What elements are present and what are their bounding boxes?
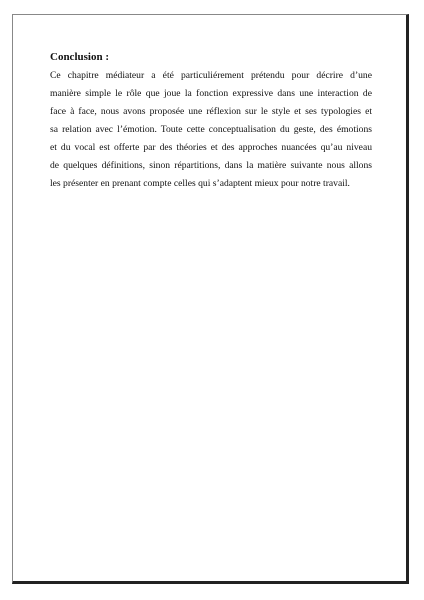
conclusion-paragraph bbox=[50, 67, 372, 193]
paragraph-line: les présenter en prenant compte celles qui s’adaptent mieux pour notre travail. bbox=[50, 178, 350, 189]
paragraph-line: sa relation avec l’émotion. Toute cette conceptualisation du geste, des émotions bbox=[50, 124, 372, 135]
document-body bbox=[50, 51, 372, 193]
paragraph-line: et du vocal est offerte par des théories et des approches nuancées qu’au niveau bbox=[50, 142, 372, 153]
paragraph-line: manière simple le rôle que joue la fonction expressive dans une interaction de bbox=[50, 88, 372, 99]
paragraph-line: face à face, nous avons proposée une réflexion sur le style et ses typologies et bbox=[50, 106, 372, 117]
conclusion-heading: Conclusion : bbox=[50, 51, 109, 63]
paragraph-line: de quelques définitions, sinon répartitions, dans la matière suivante nous allons bbox=[50, 160, 372, 171]
paragraph-line: Ce chapitre médiateur a été particuliérement prétendu pour décrire d’une bbox=[50, 70, 372, 81]
